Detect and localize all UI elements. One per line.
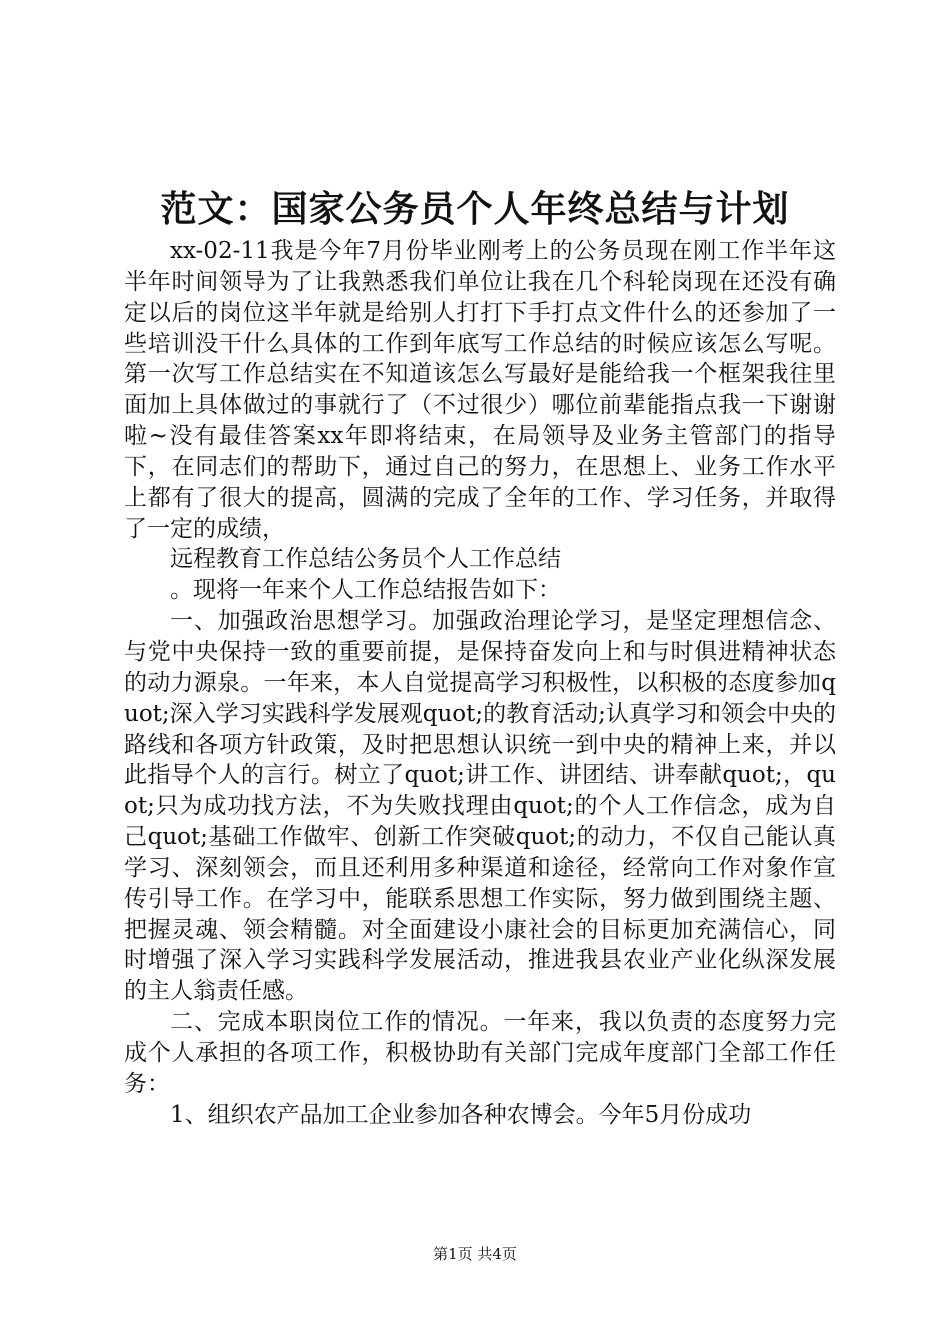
page-footer: 第1页 共4页 <box>433 1245 517 1263</box>
paragraph-section-two: 二、完成本职岗位工作的情况。一年来，我以负责的态度努力完成个人承担的各项工作，积极协助有关部门完成年度部门全部工作任务： <box>124 1009 836 1097</box>
paragraph-item-one: 1、组织农产品加工企业参加各种农博会。今年5月份成功 <box>170 1101 752 1128</box>
paragraph-report-intro: 。现将一年来个人工作总结报告如下： <box>170 577 561 604</box>
document-title: 范文：国家公务员个人年终总结与计划 <box>160 188 790 230</box>
paragraph-intro: xx-02-11我是今年7月份毕业刚考上的公务员现在刚工作半年这半年时间领导为了让我熟悉我们单位让我在几个科轮岗现在还没有确定以后的岗位这半年就是给别人打打下手打点文件什么的还参加了一些培训没干什么具体的工作到年底写工作总结的时候应该怎么写呢。第一次写工作总结实在不知道该怎么写最好是能给我一个框架我往里面加上具体做过的事就行了（不过很少）哪位前辈能指点我一下谢谢啦~没有最佳答案xx年即将结束，在局领导及业务主管部门的指导下，在同志们的帮助下，通过自己的努力，在思想上、业务工作水平上都有了很大的提高，圆满的完成了全年的工作、学习任务，并取得了一定的成绩， <box>124 238 836 542</box>
paragraph-section-one: 一、加强政治思想学习。加强政治理论学习，是坚定理想信念、与党中央保持一致的重要前提，是保持奋发向上和与时俱进精神状态的动力源泉。一年来，本人自觉提高学习积极性，以积极的态度参加quot;深入学习实践科学发展观quot;的教育活动;认真学习和领会中央的路线和各项方针政策，及时把思想认识统一到中央的精神上来，并以此指导个人的言行。树立了quot;讲工作、讲团结、讲奉献quot;，quot;只为成功找方法，不为失败找理由quot;的个人工作信念，成为自己quot;基础工作做牢、创新工作突破quot;的动力，不仅自己能认真学习、深刻领会，而且还利用多种渠道和途径，经常向工作对象作宣传引导工作。在学习中，能联系思想工作实际，努力做到围绕主题、把握灵魂、领会精髓。对全面建设小康社会的目标更加充满信心，同时增强了深入学习实践科学发展活动，推进我县农业产业化纵深发展的主人翁责任感。 <box>124 608 836 1005</box>
document-body <box>124 236 836 1130</box>
paragraph-subheading: 远程教育工作总结公务员个人工作总结 <box>170 546 561 573</box>
